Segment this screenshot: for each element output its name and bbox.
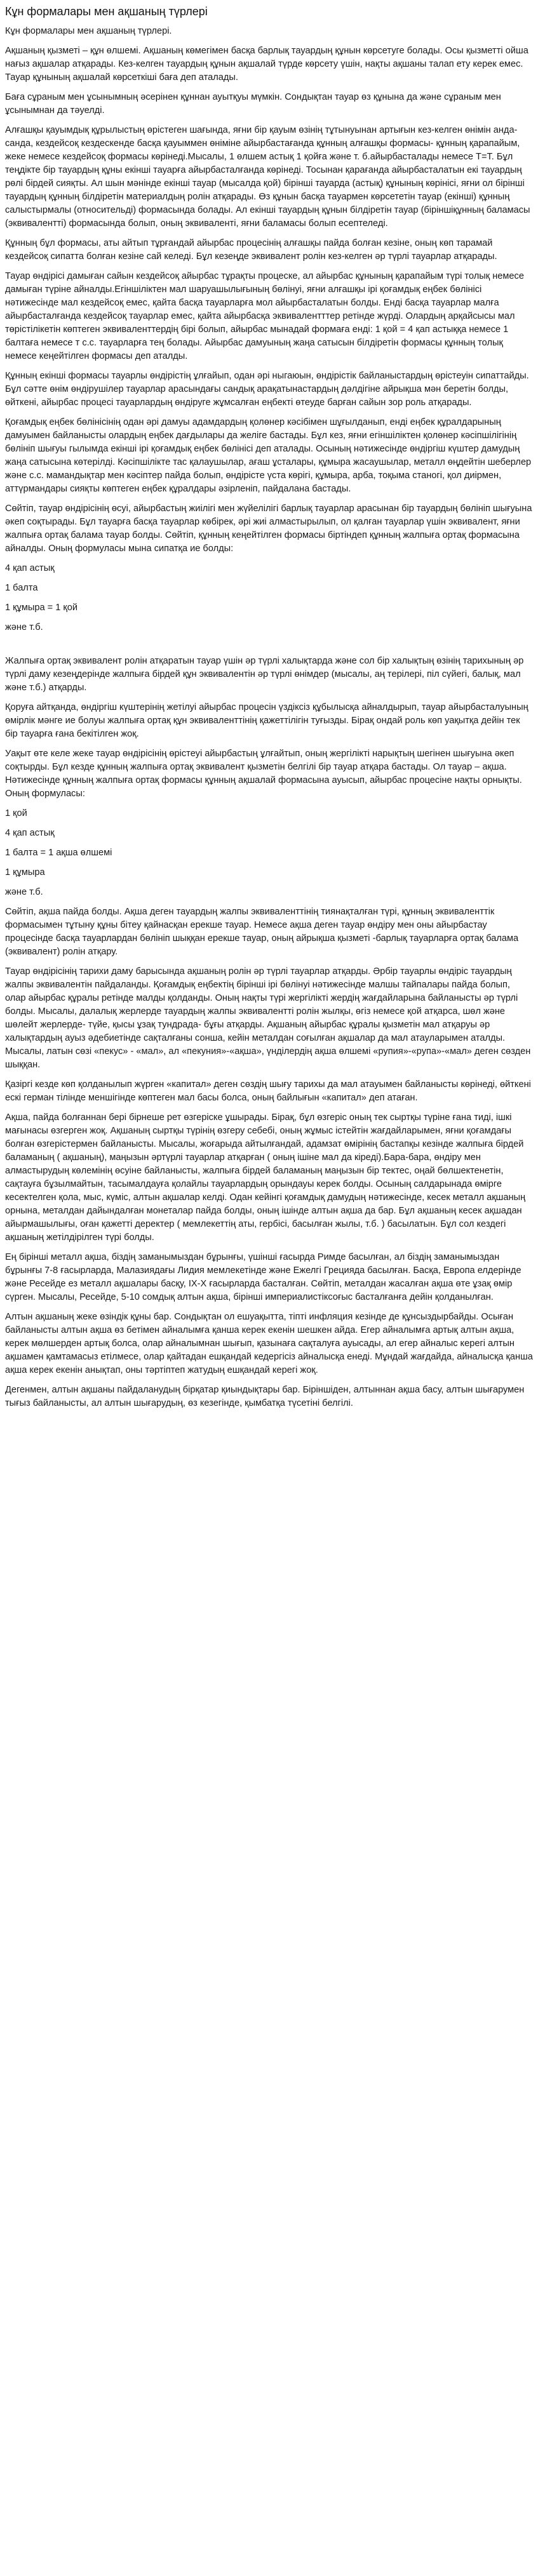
formula-line: 1 құмыра <box>5 867 45 878</box>
paragraph: Сөйтіп, ақша пайда болды. Ақша деген тауардың жалпы эквиваленттінің тиянақталған түрі, құнның эквиваленттік формасымен тұтыну құны бітеу қайнасқан ерекше тауар. Немесе ақша деген тауар өндіру мен оны айырбастау процесінде басқа тауарлардан бөлініп шыққан ерекше тауар, оның айрықша қызметі -барлық тауарларға ортақ балама (эквивалент) ролін атқару. <box>5 907 519 957</box>
paragraph: Алғашқы қауымдық құрылыстың өрістеген шағында, яғни бір қауым өзінің тұтынуынан артығын кез-келген өнімін анда-санда, кездейсоқ кездескенде басқа қауыммен өніміне айырбастағанда құнның алғашқы формасы- құнның қарапайым, жеке немесе кездейсоқ формасы көрінеді.Мысалы, 1 өлшем астық 1 қойға және т. б.айырбасталады немесе Т=Т. Бұл теңдікте бір тауардың құны екінші тауарға айырбасталғанда көрінеді. Тосынан қарағанда айырбасталатын екі тауардың рөлі бірдей сияқты. Ал шын мәнінде екінші тауар (мысалда қой) бірінші тауарда (астық) құнының көрінісі, яғни ол бірінші тауардың құнның білдіретін материалдың ролін атқарады. Өз құнын басқа тауармен көрсететін тауар (екінші) құнның салыстырмалы (относительді) формасында болады. Ал екінші тауардың құнын білдіретін тауар (біріншіқұнның баламасы (эквиваленттi) формасында болып, оның эквиваленті, яғни баламасы болып есептеледі. <box>5 125 530 229</box>
paragraph: Тауар өндірісі дамыған сайын кездейсоқ айырбас тұрақты процеске, ал айырбас құнының қарапайым түрі толық немесе дамыған түріне айналды.Егіншіліктен мал шаруашылығының бөлінуі, яғни алғашқы ірі қоғамдық еңбек бөлінісі нәтижесінде мал кездейсоқ емес, қайта басқа тауарларға мол айырбасталатын болды. Енді басқа тауарлар малға айырбасталғанда кездейсоқ тауарлар емес, қайта айырбасқа эквивалентттер ретінде жүрді. Олардың арқайсысы мал төрістілікетін көптеген эквиваленттердің бірі болып, айырбас мынадай формаға енді: 1 қой = 4 қап астыққа немесе 1 балтаға немесе т с.с. тауарларға тең болады. Айырбас дамуының жаңа сатысын білдіретін формасы құнның толық немесе кеңейтілген формасы деп аталды. <box>5 271 524 361</box>
formula-line: 1 балта <box>5 583 38 593</box>
formula-line: 4 қап астық <box>5 828 55 838</box>
page-title: Кұн формалары мен ақшаның түрлері <box>5 5 208 18</box>
paragraph: Баға сұраным мен ұсынымның әсерінен құннан ауытқуы мүмкін. Сондықтан тауар өз құнына да және сұраным мен ұсынымнан да тәуелді. <box>5 92 501 116</box>
paragraph: Тауар өндірісінің тарихи даму барысында ақшаның ролін әр түрлі тауарлар атқарды. Әрбір тауарлы өндіріс тауардың жалпы эквивалентін пайдаланды. Қоғамдық еңбектің бірінші ірі бөлінуі нәтижесінде малшы тайпалары пайда болып, олар айырбас құралы ретінде малды қолданды. Оның нақты түрі жергілікті жердің жағдайларына байланысты әр түрлі болды. Мысалы, далалық жерлерде тауардың жалпы эквивалентті ролін жылқы, өгіз немесе қой атқарса, шөл және шөлейт жерлерде- түйе, қысы ұзақ тундрада- бұғы атқарды. Ақшаның айырбас құралы қызметін мал атқаруы әр халықтардың ауыз әдебиетінде сақталғаны сонша, кейін металдан соғылған ақшалар да мал атауларымен аталды. Мысалы, латын сөзі «пекус» - «мал», ал «пекуния»-«ақша», үнділердің ақша өлшемі «рупия»-«рупа»-«мал» деген сөзден шыққан. <box>5 966 531 1070</box>
paragraph: Алтын ақшаның жеке өзіндік құны бар. Сондықтан ол ешуақытта, тіпті инфляция кезінде де құнсыздырбайды. Осыған байланысты алтын ақша өз бетімен айналымға қанша керек екенін шешкен айда. Егер айналымға артық алтын ақша, керек мөлшерден артық болса, олар айналымнан шығып, қазынаға сақталуға ауысады, ал егер айналыс керегі алтын ақшамен қамтамасыз етілмесе, олар қайтадан ешқандай кедергісіз айналысқа енеді. Мұндай жағдайда, айналысқа қанша ақша керек екенін анықтап, оны тәртіптеп жатудың ешқандай керегі жоқ. <box>5 1312 533 1375</box>
paragraph: Сөйтіп, тауар өндірісінің өсуі, айырбастың жиілігі мен жүйелілігі барлық тауарлар арасынан бір тауардың бөлініп шығуына әкеп соқтырады. Бұл тауарға басқа тауарлар көбірек, әрі жиі алмастырылып, ол қалған тауарлар үшін эквивалент, яғни жалпыға ортақ балама тауар болды. Сөйтіп, құнның кеңейтілген формасы біртіндеп құнның жалпыға ортақ формасына айналды. Оның формуласы мына сипатқа ие болды: <box>5 504 532 554</box>
formula-line: 4 қап астық <box>5 563 55 573</box>
paragraph: Ең бірінші металл ақша, біздің заманымыздан бұрынғы, үшінші ғасырда Римде басылған, ал біздің заманымыздан бұрынғы 7-8 ғасырларда, Малазиядағы Лидия мемлекетінде және Ежелгі Грецияда басылған. Басқа, Европа елдерінде және Ресейде ез металл ақшалары басқу, IX-X ғасырларда басталған. Сөйтіп, металдан жасалған ақша өте ұзақ өмір сүрген. Мысалы, Ресейде, 5-10 сомдық алтын ақша, бірінші империалистіксоғыс басталғанға дейін қолданылған. <box>5 1252 521 1302</box>
paragraph: Жалпыға ортақ эквивалент ролін атқаратын тауар үшін әр түрлі халықтарда және сол бір халықтың өзінің тарихының әр түрлі даму кезеңдерінде жалпыға бірдей құн эквивалентін әр түрлі өнімдер (мысалы, аң терілері, піл сүйегі, балық, мал және т.б.) атқарды. <box>5 656 524 693</box>
paragraph: Құнның екінші формасы тауарлы өндірістің ұлғайып, одан әрі ныгаюын, өндірістік байланыстардың өрістеуін сипаттайды. Бұл сәтте өнім өндірушілер тауарлар арасындағы сандық арақатынастардың дәлдігіне айрықша мән беретін болды, өйткені, айырбас процесі тауарлардың өндіруге жұмсалған еңбекті өтеуде барған сайын зор роль атқарады. <box>5 371 529 408</box>
formula-line: 1 балта = 1 ақша өлшемі <box>5 848 112 858</box>
paragraph: Құнның бұл формасы, аты айтып тұрғандай айырбас процесінің алғашқы пайда болған кезіне, оның көп тарамай кездейсоқ сипатта болған кезіне сай келеді. Бұл кезеңде эквивалент ролін кез-келген әр түрлі тауарлар атқарады. <box>5 238 497 262</box>
formula-line: және т.б. <box>5 622 43 632</box>
formula-line: 1 қой <box>5 808 27 818</box>
article-body <box>5 25 533 1410</box>
formula-line: 1 құмыра = 1 қой <box>5 603 78 613</box>
paragraph: Кұн формалары мен ақшаның түрлері. <box>5 26 172 36</box>
paragraph: Дегенмен, алтын ақшаны пайдаланудың бірқатар қиындықтары бар. Біріншіден, алтыннан ақша басу, алтын шығарумен тығыз байланысты, ал алтын шығарудың, өз кезегінде, қымбатқа түсетіні белгілі. <box>5 1385 525 1408</box>
paragraph: Ақша, пайда болғаннан бері бірнеше рет өзгеріске ұшырады. Бірақ, бұл өзгеріс оның тек сыртқы түріне ғана тиді, ішкі мағынасы өзгерген жоқ. Ақшаның сыртқы түрінің өзгеру себебі, оның жұмыс істейтін жағдайларымен, яғни қоғамдағы болған өзгерістермен байланысты. Мысалы, жоғарыда айтылғандай, адамзат өмірінің бастапқы кезінде жалпыға бірдей баламаның ( ақшаның), маңызын әртүрлі тауарлар атқарған ( оның ішіне мал да кіреді).Бара-бара, өндіру мен алмастырудың көлемінің өсуіне байланысты, жалпыға бірдей баламаның маңызын бір тектес, оңай бөлшектенетін, сақтауға бұзылмайтын, тасымалдауға қолайлы тауарлардың орындауы керек болды. Осының салдарынада өмірге кесектелген қола, мыс, күміс, алтын ақшалар келді. Одан кейінгі қоғамдық дамудың нәтижесінде, кесек металл ақшаның орнына, металдан дайындалған монеталар пайда болды, оның ішінде алтын ақша да бар. Бұл ақшаның кесек ақшадан айырмашылығы, оған қажетті деректер ( мемлекеттің аты, гербісі, басылған жылы, т.б. ) басылатын. Бұл сол кездегі ақшаның жетілдірілген түрі болды. <box>5 1112 526 1243</box>
paragraph: Қазіргі кезде көп қолданылып жүрген «капитал» деген сөздің шығу тарихы да мал атауымен байланысты көрінеді, өйткені ескі герман тілінде меншігінде көптеген мал басы болса, оның байлығын «капитал» деп атаған. <box>5 1079 531 1103</box>
formula-line: және т.б. <box>5 887 43 897</box>
paragraph: Қоғамдық еңбек бөлінісінің одан әрі дамуы адамдардың қолөнер кәсібімен шұғылданып, енді еңбек құралдарының дамуымен байланысты олардың еңбек дағдылары да желіге бастады. Бұл кез, яғни егіншіліктен қолөнер кәсіпшілігінің бөлініп шығуы гылымда екінші ірі қоғамдық еңбек бөлінісі деп аталады. Осының нәтижесінде өндіргіш күштер дамудың жаңа сатысына көтерілді. Кәсіпшілікте тас қалаушылар, ағаш ұсталары, құмыра жасаушылар, металл өңдейтін шеберлер және с.с. мамандықтар мен кәсіптер пайда болып, өндірісте үста көрігі, құмыра, арба, тоқыма станогі, қол диірмен, аттүрмандары сияқты көптеген еңбек құралдары әзірленіп, пайдалана бастады. <box>5 417 532 494</box>
paragraph: Қоруға айтқанда, өндіргіш күштерінің жетілуі айырбас процесін үздіксіз құбылысқа айналдырып, тауар айырбасталуының өмірлік мәнге ие болуы жалпыға ортақ құн эквиваленттінің қажеттілігін туғызды. Бірақ ондай роль көп уақытқа дейін тек бір тауарға ғана бекітілген жоқ. <box>5 702 528 739</box>
paragraph: Ақшаның қызметі – құн өлшемі. Ақшаның көмегімен басқа барлық тауардың құнын көрсетуге болады. Осы қызметті ойша нағыз ақшалар атқарады. Кез-келген тауардың құнын ақшалай түрде көрсету үшін, нақты ақшаны талап ету керек емес. Тауар құнының ақшалай көрсеткіші баға деп аталады. <box>5 46 528 83</box>
paragraph: Уақыт өте келе жеке тауар өндірісінің өрістеуі айырбастың ұлғайтып, оның жергілікті нарықтың шегінен шығуына әкеп соқтырды. Бұл кезде құнның жалпыға ортақ эквивалент қызметін белгілі бір тауар атқара бастады. Ол тауар – ақша. Нәтижесінде құнның жалпыға ортақ формасы құнның ақшалай формасына ауысып, айырбас процесіне нақты орнықты. Оның формуласы: <box>5 749 522 799</box>
